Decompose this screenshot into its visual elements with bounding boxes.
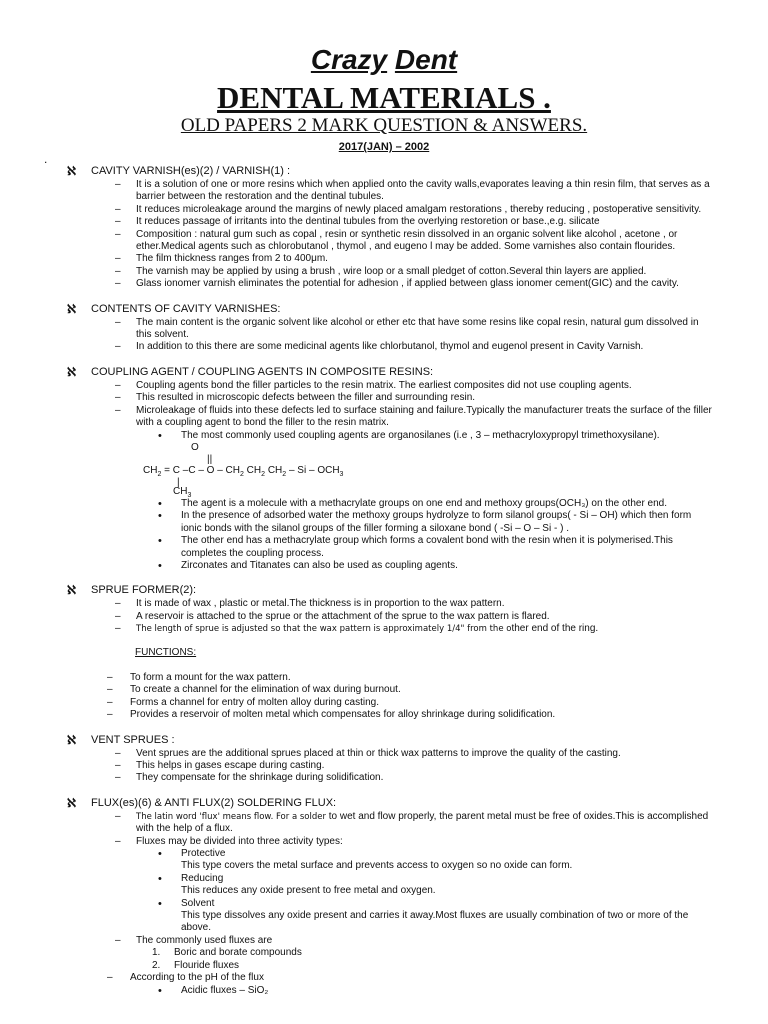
list-item: – To form a mount for the wax pattern.: [0, 672, 768, 684]
bullet-item: • Acidic fluxes – SiO₂: [0, 985, 768, 997]
list-item: – Microleakage of fluids into these defects led to surface staining and failure.Typically the manufacturer treats the surface of the filler with a coupling agent to bond the filler to the resin matrix.: [0, 405, 768, 430]
bullet-item: • The agent is a molecule with a methacrylate groups on one end and methoxy groups(OCH₃) on the other end.: [0, 498, 768, 510]
section-symbol-icon: ℵ: [67, 583, 76, 598]
list-item: – A reservoir is attached to the sprue or the attachment of the sprue to the wax pattern is flared.: [0, 611, 768, 623]
list-item: – According to the pH of the flux: [0, 972, 768, 984]
section-symbol-icon: ℵ: [67, 301, 76, 316]
list-item: – Coupling agents bond the filler particles to the resin matrix. The earliest composites did not use coupling agents.: [0, 380, 768, 392]
section-heading: ℵ SPRUE FORMER(2):: [67, 583, 197, 598]
document-body: [0, 164, 768, 997]
list-item: – This helps in gases escape during casting.: [0, 760, 768, 772]
year-range: 2017(JAN) – 2002: [338, 141, 430, 153]
list-item: – To create a channel for the elimination of wax during burnout.: [0, 684, 768, 696]
list-item: – The length of sprue is adjusted so that the wax pattern is approximately 1/4" from the other end of the ring.: [0, 623, 768, 635]
list-item: – The main content is the organic solvent like alcohol or ether etc that have some resins like copal resin, natural gum dissolved in this solvent.: [0, 317, 768, 342]
list-item: – The latin word 'flux' means flow. For a solder to wet and flow properly, the parent metal must be free of oxides.This is accomplished with the help of a flux.: [0, 811, 768, 836]
section-symbol-icon: ℵ: [67, 164, 76, 178]
list-item: – The commonly used fluxes are: [0, 935, 768, 947]
section-cavity-varnish: [0, 164, 768, 291]
list-item: – This resulted in microscopic defects between the filler and surrounding resin.: [0, 392, 768, 404]
section-heading: ℵ VENT SPRUES :: [67, 732, 175, 747]
formula-main-chain: $CH_2 = C$ –C – O – $CH_2$ $CH_2$ $CH_2$ – Si – $OCH_3$: [143, 464, 344, 478]
section-symbol-icon: ℵ: [67, 795, 76, 810]
formula-methyl: $CH_3$: [173, 485, 192, 499]
bullet-item: • In the presence of adsorbed water the methoxy groups hydrolyze to form silanol groups( - Si – OH) which then form ionic bonds with the silanol groups of the filler forming a siloxane bond ( -Si – O – Si - ) .: [0, 510, 768, 535]
list-item: – Fluxes may be divided into three activity types:: [0, 836, 768, 848]
list-item: – Forms a channel for entry of molten alloy during casting.: [0, 697, 768, 709]
formula-double-bond: ||: [207, 453, 213, 465]
bullet-item: • Reducing: [0, 873, 768, 885]
section-symbol-icon: ℵ: [67, 732, 76, 747]
section-vent-sprues: [0, 733, 768, 785]
section-sprue-former: [0, 583, 768, 721]
list-item: – The varnish may be applied by using a brush , wire loop or a small pledget of cotton.Several thin layers are applied.: [0, 266, 768, 278]
list-item: – In addition to this there are some medicinal agents like chlorbutanol, thymol and eugenol present in Cavity Varnish.: [0, 341, 768, 353]
list-item: – Provides a reservoir of molten metal which compensates for alloy shrinkage during solidification.: [0, 709, 768, 721]
stray-mark: .: [44, 152, 48, 166]
brand-title: [0, 44, 768, 76]
list-item: – They compensate for the shrinkage during solidification.: [0, 772, 768, 784]
list-item: – Glass ionomer varnish eliminates the potential for adhesion , if applied between glass ionomer cement(GIC) and the cavity.: [0, 278, 768, 290]
functions-label: FUNCTIONS:: [135, 646, 197, 658]
bullet-item: • Solvent: [0, 898, 768, 910]
section-symbol-icon: ℵ: [67, 364, 76, 379]
list-item: – Vent sprues are the additional sprues placed at thin or thick wax patterns to improve the quality of the casting.: [0, 748, 768, 760]
bullet-description: This type covers the metal surface and prevents access to oxygen so no oxide can form.: [181, 860, 573, 872]
list-item: – The film thickness ranges from 2 to 400μm.: [0, 253, 768, 265]
brand-word-2: Dent: [394, 44, 458, 75]
document-title: DENTAL MATERIALS .: [217, 80, 551, 115]
list-item: – Composition : natural gum such as copal , resin or synthetic resin dissolved in an organic solvent like alcohol , acetone , or ether.Medical agents such as chlorobutanol , thymol , and eugeno l may be added. Some varnishes also contain flourides.: [0, 229, 768, 254]
numbered-item: 1. Boric and borate compounds: [152, 947, 302, 959]
brand-word-1: Crazy: [310, 44, 388, 75]
section-flux: [0, 796, 768, 997]
formula-oxygen: O: [191, 441, 199, 453]
numbered-item: 2. Flouride fluxes: [152, 959, 240, 971]
list-item: – It reduces microleakage around the margins of newly placed amalgam restorations , thereby reducing , postoperative sensitivity.: [0, 204, 768, 216]
section-heading: ℵ CAVITY VARNISH(es)(2) / VARNISH(1) :: [67, 164, 291, 178]
bullet-item: • The most commonly used coupling agents are organosilanes (i.e , 3 – methacryloxypropyl trimethoxysilane).: [0, 430, 768, 442]
bullet-item: • The other end has a methacrylate group which forms a covalent bond with the resin when it is polymerised.This completes the coupling process.: [0, 535, 768, 560]
bullet-description: This reduces any oxide present to free metal and oxygen.: [181, 885, 436, 897]
bullet-item: • Zirconates and Titanates can also be used as coupling agents.: [0, 560, 768, 572]
document-subtitle: OLD PAPERS 2 MARK QUESTION & ANSWERS.: [180, 115, 588, 136]
list-item: – It is a solution of one or more resins which when applied onto the cavity walls,evaporates leaving a thin resin film, that serves as a barrier between the restoration and the dentinal tubules.: [0, 179, 768, 204]
bullet-item: • Protective: [0, 848, 768, 860]
bullet-description: This type dissolves any oxide present and carries it away.Most fluxes are usually combination of two or more of the above.: [181, 910, 689, 934]
section-heading: ℵ CONTENTS OF CAVITY VARNISHES:: [67, 301, 281, 316]
section-heading: ℵ COUPLING AGENT / COUPLING AGENTS IN COMPOSITE RESINS:: [67, 364, 434, 379]
section-heading: ℵ FLUX(es)(6) & ANTI FLUX(2) SOLDERING FLUX:: [67, 795, 337, 810]
formula-branch-bond: |: [177, 476, 180, 488]
list-item: – It reduces passage of irritants into the dentinal tubules from the overlying restoretion or base.,e.g. silicate: [0, 216, 768, 228]
list-item: – It is made of wax , plastic or metal.The thickness is in proportion to the wax pattern.: [0, 598, 768, 610]
section-coupling-agents: [0, 365, 768, 572]
chemical-formula: [0, 442, 768, 498]
section-contents: [0, 302, 768, 354]
